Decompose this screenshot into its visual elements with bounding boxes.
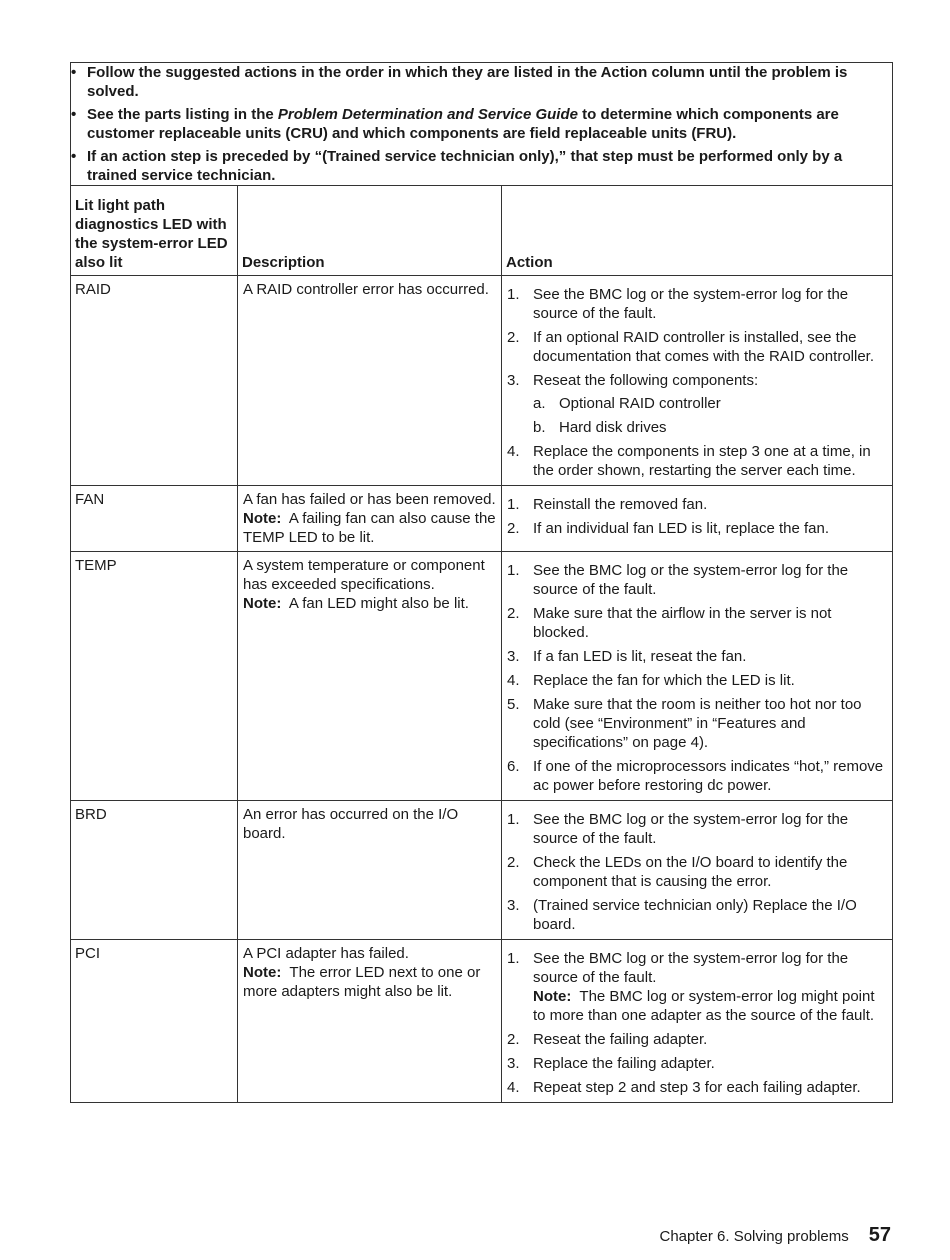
action-step: [507, 442, 888, 480]
bullet-icon: •: [71, 64, 77, 81]
sub-step: [533, 418, 888, 437]
led-cell: RAID: [71, 276, 238, 486]
notes-list: [71, 63, 892, 185]
led-cell: PCI: [71, 940, 238, 1103]
description-cell: [238, 552, 502, 801]
action-step: [507, 561, 888, 599]
action-step: [507, 757, 888, 795]
table-row: [71, 486, 893, 552]
step-text: Make sure that the airflow in the server is not blocked.: [533, 605, 832, 641]
action-step: [507, 371, 888, 437]
note-text: The BMC log or system-error log might point to more than one adapter as the source of the fault.: [533, 988, 875, 1024]
step-number: 2.: [507, 605, 520, 622]
action-cell: [502, 940, 893, 1103]
step-number: 3.: [507, 1055, 520, 1072]
step-number: 5.: [507, 696, 520, 713]
step-note: [533, 987, 888, 1025]
action-steps: [507, 810, 888, 934]
action-steps: [507, 949, 888, 1097]
note-label: Note:: [533, 988, 572, 1005]
step-text: Check the LEDs on the I/O board to identify the component that is causing the error.: [533, 854, 848, 890]
action-cell: [502, 552, 893, 801]
table-row: [71, 276, 893, 486]
step-text: See the BMC log or the system-error log for the source of the fault.: [533, 950, 849, 986]
step-number: 4.: [507, 443, 520, 460]
step-text: Replace the failing adapter.: [533, 1055, 715, 1072]
action-cell: [502, 486, 893, 552]
step-text: If a fan LED is lit, reseat the fan.: [533, 648, 747, 665]
notes-row: [71, 63, 893, 186]
page-footer: [659, 1224, 891, 1247]
note-label: Note:: [243, 964, 282, 981]
action-step: [507, 671, 888, 690]
description-note: [243, 963, 496, 1001]
step-number: 3.: [507, 648, 520, 665]
page-number: 57: [868, 1224, 891, 1246]
step-number: 4.: [507, 1079, 520, 1096]
description-text: A system temperature or component has exceeded specifications.: [243, 557, 485, 593]
step-text: If an individual fan LED is lit, replace the fan.: [533, 520, 830, 537]
step-number: 6.: [507, 758, 520, 775]
step-number: 1.: [507, 562, 520, 579]
step-number: 1.: [507, 950, 520, 967]
table-row: [71, 940, 893, 1103]
step-number: 2.: [507, 854, 520, 871]
action-step: [507, 495, 888, 514]
step-text: Reseat the following components:: [533, 372, 759, 389]
step-text: Repeat step 2 and step 3 for each failing adapter.: [533, 1079, 861, 1096]
sub-step-text: Hard disk drives: [559, 419, 667, 436]
header-row: [71, 186, 893, 276]
note-text: A fan LED might also be lit.: [288, 595, 469, 612]
description-text: A PCI adapter has failed.: [243, 945, 409, 962]
action-step: [507, 1030, 888, 1049]
description-note: [243, 509, 496, 547]
note-item: [71, 105, 892, 143]
note-label: Note:: [243, 595, 282, 612]
header-action: Action: [502, 186, 893, 276]
step-number: 3.: [507, 372, 520, 389]
description-note: [243, 594, 496, 613]
step-text: (Trained service technician only) Replace the I/O board.: [533, 897, 857, 933]
sub-step: [533, 394, 888, 413]
chapter-title: Chapter 6. Solving problems: [659, 1228, 849, 1245]
note-text: If an action step is preceded by “(Trained service technician only),” that step must be performed only by a trained service technician.: [87, 148, 843, 184]
sub-step-letter: a.: [533, 395, 546, 412]
header-description: Description: [238, 186, 502, 276]
header-led: Lit light path diagnostics LED with the system-error LED also lit: [71, 186, 238, 276]
step-number: 4.: [507, 672, 520, 689]
step-number: 2.: [507, 329, 520, 346]
step-number: 1.: [507, 811, 520, 828]
note-text: See the parts listing in the: [87, 106, 278, 123]
note-label: Note:: [243, 510, 282, 527]
description-text: An error has occurred on the I/O board.: [243, 806, 459, 842]
description-text: A RAID controller error has occurred.: [243, 281, 489, 298]
step-text: See the BMC log or the system-error log for the source of the fault.: [533, 286, 849, 322]
guide-title: Problem Determination and Service Guide: [277, 106, 578, 123]
table-row: [71, 801, 893, 940]
diagnostics-table: [70, 62, 893, 1103]
action-step: [507, 695, 888, 752]
step-text: If one of the microprocessors indicates “hot,” remove ac power before restoring dc power.: [533, 758, 884, 794]
note-item: [71, 63, 892, 101]
action-step: [507, 1054, 888, 1073]
step-text: Replace the components in step 3 one at a time, in the order shown, restarting the server each time.: [533, 443, 871, 479]
step-text: Replace the fan for which the LED is lit.: [533, 672, 795, 689]
description-cell: [238, 801, 502, 940]
action-steps: [507, 495, 888, 538]
action-step: [507, 604, 888, 642]
note-text: Follow the suggested actions in the order in which they are listed in the Action column until the problem is solved.: [87, 64, 848, 100]
description-cell: [238, 486, 502, 552]
sub-step-letter: b.: [533, 419, 546, 436]
sub-step-text: Optional RAID controller: [559, 395, 721, 412]
description-cell: [238, 276, 502, 486]
step-number: 2.: [507, 520, 520, 537]
action-steps: [507, 561, 888, 795]
led-cell: BRD: [71, 801, 238, 940]
step-number: 1.: [507, 496, 520, 513]
description-text: A fan has failed or has been removed.: [243, 491, 496, 508]
note-text: The error LED next to one or more adapters might also be lit.: [243, 964, 481, 1000]
step-number: 2.: [507, 1031, 520, 1048]
action-step: [507, 949, 888, 1025]
bullet-icon: •: [71, 148, 77, 165]
step-number: 3.: [507, 897, 520, 914]
action-step: [507, 647, 888, 666]
note-text: to determine which components are customer replaceable units (CRU) and which components are field replaceable units (FRU).: [87, 106, 839, 142]
step-text: Reinstall the removed fan.: [533, 496, 708, 513]
notes-cell: [71, 63, 893, 186]
description-cell: [238, 940, 502, 1103]
step-text: See the BMC log or the system-error log for the source of the fault.: [533, 811, 849, 847]
led-cell: FAN: [71, 486, 238, 552]
action-cell: [502, 801, 893, 940]
note-text: A failing fan can also cause the TEMP LED to be lit.: [243, 510, 496, 546]
action-steps: [507, 285, 888, 480]
sub-steps: [533, 394, 888, 437]
action-step: [507, 1078, 888, 1097]
action-step: [507, 810, 888, 848]
action-cell: [502, 276, 893, 486]
step-text: Reseat the failing adapter.: [533, 1031, 708, 1048]
step-text: See the BMC log or the system-error log for the source of the fault.: [533, 562, 849, 598]
action-step: [507, 285, 888, 323]
led-cell: TEMP: [71, 552, 238, 801]
bullet-icon: •: [71, 106, 77, 123]
step-text: Make sure that the room is neither too hot nor too cold (see “Environment” in “Features and specifications” on page 4).: [533, 696, 862, 751]
step-number: 1.: [507, 286, 520, 303]
step-text: If an optional RAID controller is installed, see the documentation that comes with the RAID controller.: [533, 329, 875, 365]
action-step: [507, 853, 888, 891]
note-item: [71, 147, 892, 185]
action-step: [507, 896, 888, 934]
action-step: [507, 328, 888, 366]
action-step: [507, 519, 888, 538]
table-row: [71, 552, 893, 801]
